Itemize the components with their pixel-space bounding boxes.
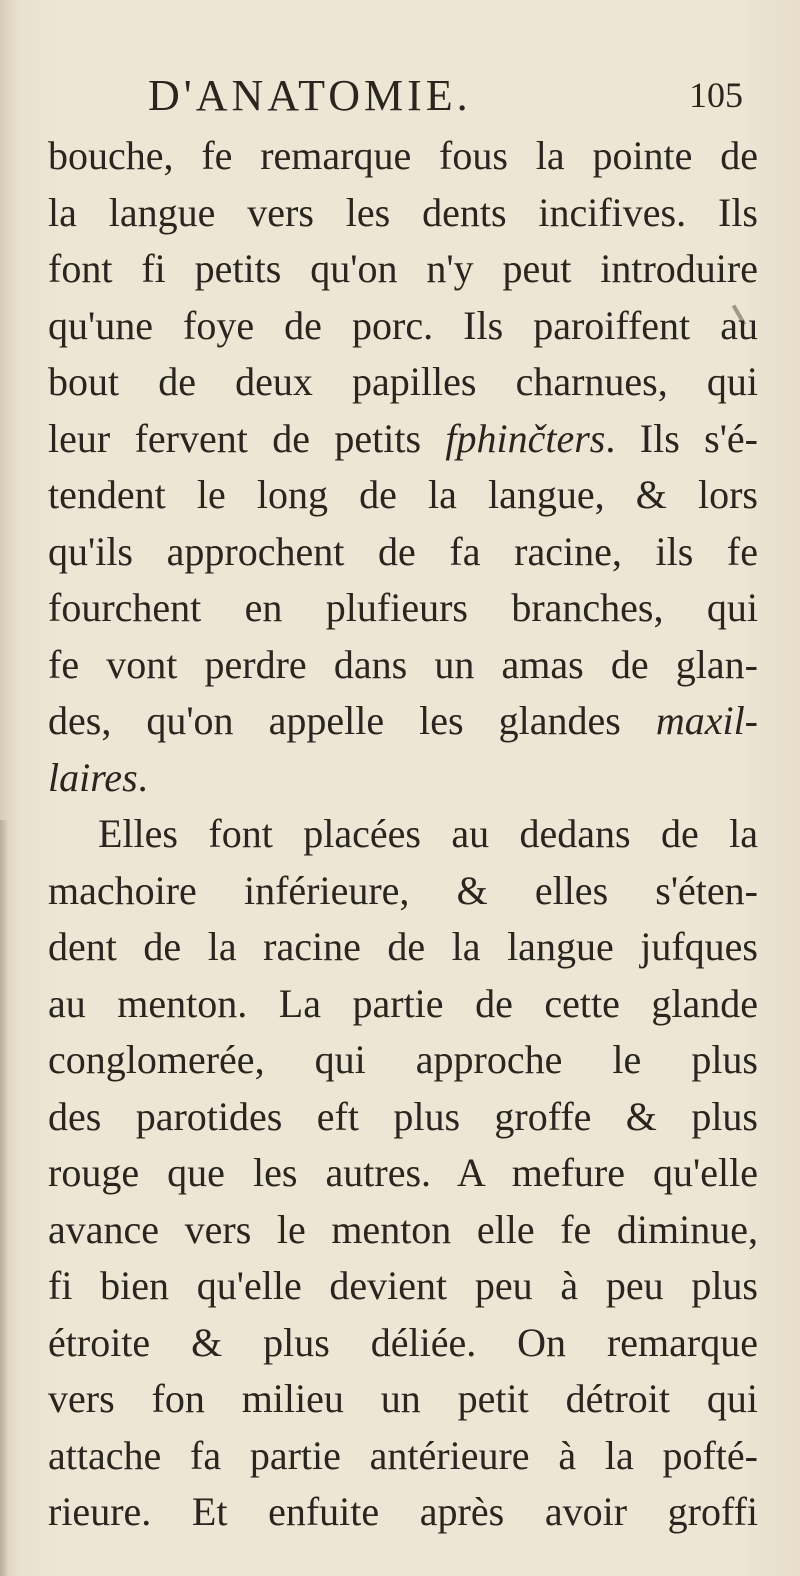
- text-line: au menton. La partie de cette glande: [48, 980, 758, 1026]
- italic-term: laires: [48, 754, 138, 800]
- text-line: conglomerée, qui approche le plus: [48, 1037, 758, 1082]
- page-number: 105: [689, 75, 743, 115]
- text-segment: . Ils s'é-: [605, 415, 758, 461]
- text-line: fi bien qu'elle devient peu à peu plus: [48, 1263, 758, 1308]
- text-line: dent de la racine de la langue jufques: [48, 924, 758, 969]
- running-title: D'ANATOMIE.: [148, 71, 472, 120]
- text-line: la langue vers les dents incifives. Ils: [48, 189, 758, 235]
- text-line: bout de deux papilles charnues, qui: [48, 359, 758, 404]
- text-line: [48, 411, 758, 468]
- gutter-shadow: [0, 820, 8, 1576]
- text-line: fourchent en plufieurs branches, qui: [48, 585, 758, 630]
- text-line: étroite & plus déliée. On remarque: [48, 1319, 758, 1365]
- text-line: avance vers le menton elle fe diminue,: [48, 1206, 758, 1252]
- text-line: fe vont perdre dans un amas de glan-: [48, 641, 758, 687]
- text-segment: des, qu'on appelle les glandes: [48, 698, 656, 743]
- text-segment: leur fervent de petits: [48, 415, 446, 461]
- page-header: [0, 70, 800, 126]
- text-line: [48, 693, 758, 750]
- text-line: machoire inférieure, & elles s'éten-: [48, 867, 758, 913]
- body-text: [48, 128, 758, 1541]
- italic-term: maxil-: [655, 698, 758, 743]
- text-line: font fi petits qu'on n'y peut introduire: [48, 246, 758, 291]
- text-line: qu'une foye de porc. Ils paroiffent au: [48, 302, 758, 348]
- text-line: tendent le long de la langue, & lors: [48, 472, 758, 517]
- text-segment: .: [137, 754, 148, 800]
- text-line: [48, 750, 758, 807]
- text-line: bouche, fe remarque fous la pointe de: [48, 133, 758, 178]
- text-line: qu'ils approchent de fa racine, ils fe: [48, 528, 758, 574]
- text-line: vers fon milieu un petit détroit qui: [48, 1376, 758, 1421]
- text-line: des parotides eft plus groffe & plus: [48, 1093, 758, 1139]
- text-line: attache fa partie antérieure à la pofté-: [48, 1432, 758, 1478]
- text-line: rieure. Et enfuite après avoir groffi: [48, 1489, 758, 1534]
- italic-term: fphinčters: [445, 415, 606, 461]
- text-line: rouge que les autres. A mefure qu'elle: [48, 1150, 758, 1195]
- paragraph-start-line: Elles font placées au dedans de la: [98, 811, 758, 856]
